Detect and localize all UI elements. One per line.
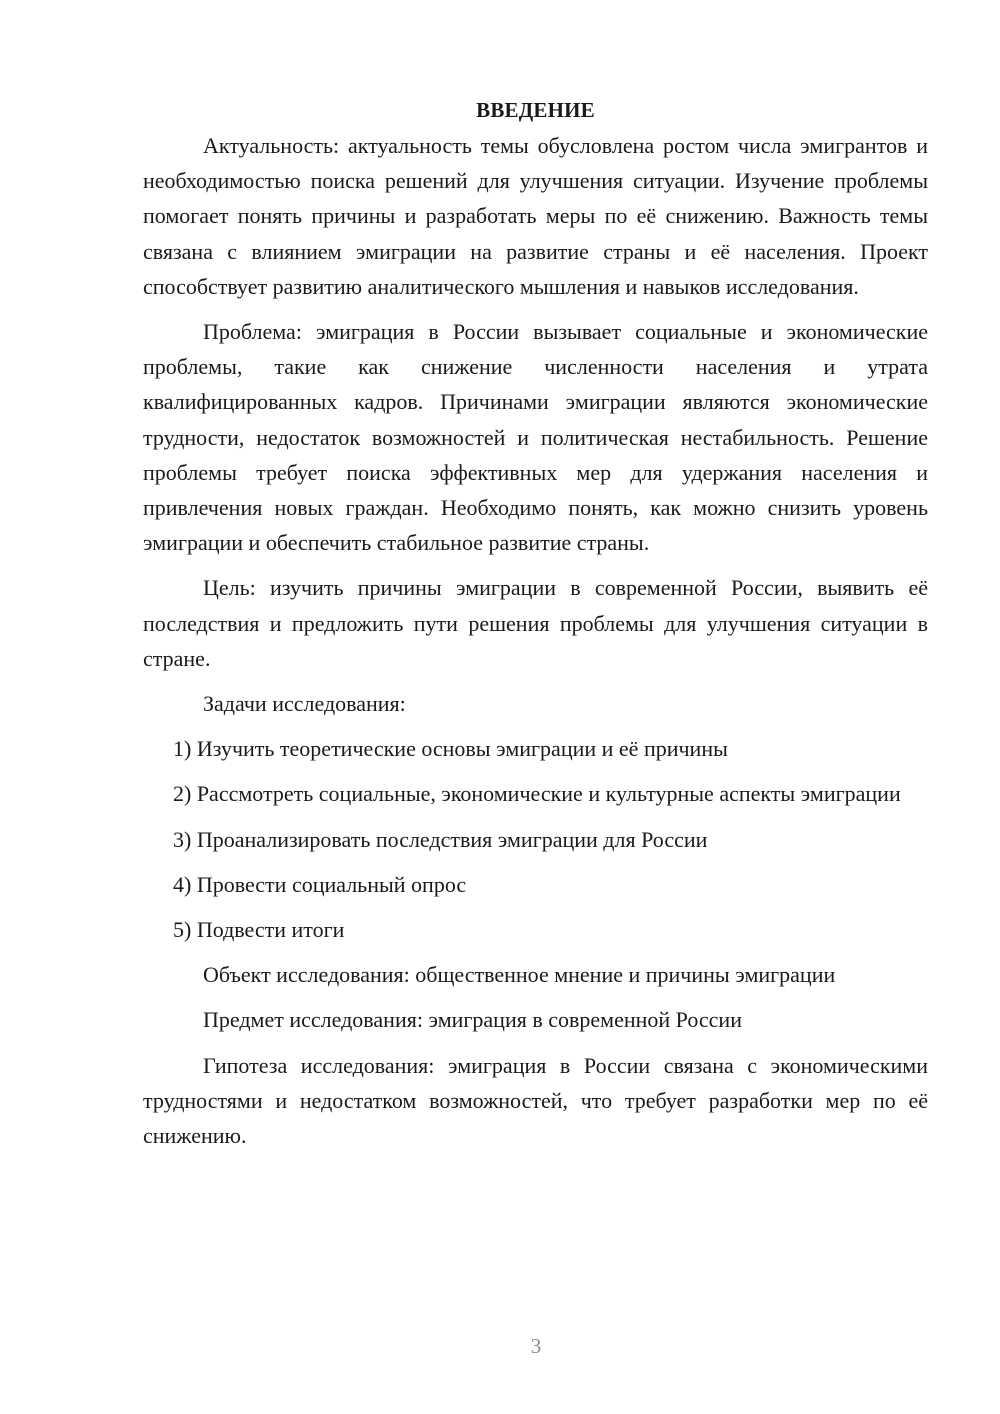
- relevance-paragraph: Актуальность: актуальность темы обусловлена ростом числа эмигрантов и необходимостью поиска решений для улучшения ситуации. Изучение проблемы помогает понять причины и разработать меры по её снижению. Важность темы связана с влиянием эмиграции на развитие страны и её населения. Проект способствует развитию аналитического мышления и навыков исследования.: [143, 133, 928, 299]
- task-item-2: 2) Рассмотреть социальные, экономические и культурные аспекты эмиграции: [173, 781, 901, 807]
- page-content: [143, 95, 928, 1153]
- task-item-1: 1) Изучить теоретические основы эмиграции и её причины: [173, 736, 728, 762]
- task-item-5: 5) Подвести итоги: [173, 917, 345, 943]
- hypothesis-paragraph: Гипотеза исследования: эмиграция в России связана с экономическими трудностями и недостатком возможностей, что требует разработки мер по её снижению.: [143, 1052, 928, 1149]
- page-number: 3: [530, 1334, 542, 1358]
- subject-paragraph: Предмет исследования: эмиграция в современной России: [203, 1007, 742, 1033]
- tasks-heading: Задачи исследования:: [203, 691, 406, 717]
- section-title: ВВЕДЕНИЕ: [476, 98, 595, 122]
- task-item-3: 3) Проанализировать последствия эмиграции для России: [173, 826, 708, 852]
- problem-paragraph: Проблема: эмиграция в России вызывает социальные и экономические проблемы, такие как снижение численности населения и утрата квалифицированных кадров. Причинами эмиграции являются экономические трудности, недостаток возможностей и политическая нестабильность. Решение проблемы требует поиска эффективных мер для удержания населения и привлечения новых граждан. Необходимо понять, как можно снизить уровень эмиграции и обеспечить стабильное развитие страны.: [143, 319, 928, 556]
- task-item-4: 4) Провести социальный опрос: [173, 871, 467, 897]
- goal-paragraph: Цель: изучить причины эмиграции в современной России, выявить её последствия и предложить пути решения проблемы для улучшения ситуации в стране.: [143, 575, 928, 671]
- object-paragraph: Объект исследования: общественное мнение и причины эмиграции: [203, 962, 836, 988]
